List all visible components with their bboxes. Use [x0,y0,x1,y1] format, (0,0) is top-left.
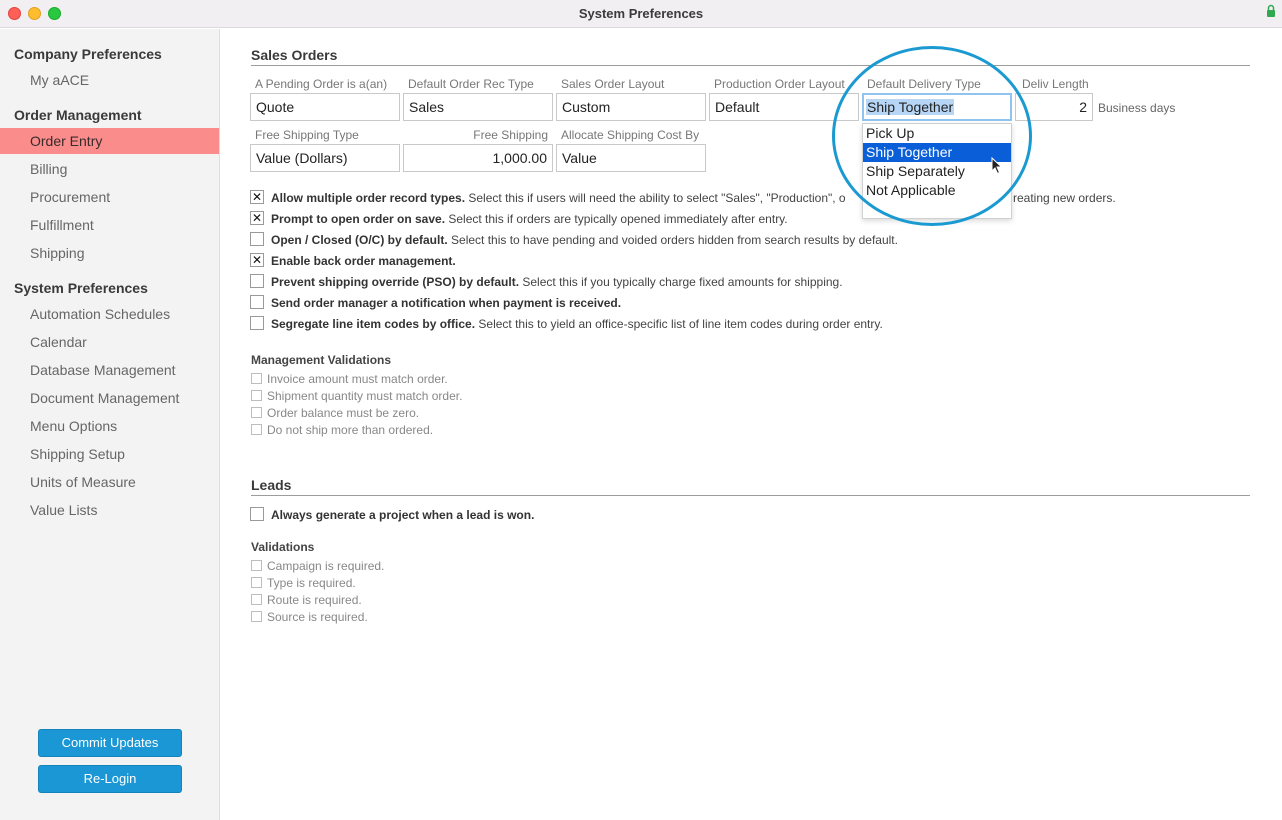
sidebar-item-shipping[interactable]: Shipping [30,245,85,261]
payment-notification-checkbox[interactable] [250,295,264,309]
open-closed-default-checkbox[interactable] [250,232,264,246]
prevent-shipping-override-checkbox[interactable] [250,274,264,288]
route-required-checkbox[interactable] [251,594,262,605]
invoice-match-checkbox[interactable] [251,373,262,384]
commit-updates-button[interactable]: Commit Updates [38,729,182,757]
allocate-shipping-field[interactable]: Value [556,144,706,172]
shipment-quantity-checkbox[interactable] [251,390,262,401]
no-overship-checkbox[interactable] [251,424,262,435]
default-delivery-type-field[interactable] [862,93,1012,121]
sidebar-item-procurement[interactable]: Procurement [30,189,111,205]
dropdown-option-pick-up[interactable]: Pick Up [866,125,915,141]
back-order-management-checkbox[interactable]: ✕ [251,253,263,267]
allocate-shipping-label: Allocate Shipping Cost By [561,128,700,142]
default-delivery-type-label: Default Delivery Type [867,77,981,91]
default-rec-type-field[interactable]: Sales [403,93,553,121]
mouse-cursor-icon [991,157,1003,175]
free-shipping-type-label: Free Shipping Type [255,128,359,142]
lock-icon[interactable] [1266,4,1276,18]
campaign-required-checkbox[interactable] [251,560,262,571]
section-title-leads: Leads [251,477,292,493]
generate-project-checkbox[interactable] [250,507,264,521]
deliv-length-unit: Business days [1098,101,1176,115]
relogin-button[interactable]: Re-Login [38,765,182,793]
production-order-layout-label: Production Order Layout [714,77,845,91]
segregate-line-item-codes-text: Segregate line item codes by office. Select this to yield an office-specific list of line item codes during order entry. [271,317,883,331]
section-title-sales-orders: Sales Orders [251,47,338,63]
sidebar-item-calendar[interactable]: Calendar [30,334,87,350]
allow-multiple-record-types-checkbox[interactable]: ✕ [251,190,263,204]
campaign-required-text: Campaign is required. [267,559,385,573]
prompt-open-order-text: Prompt to open order on save. Select this if orders are typically opened immediately after entry. [271,212,788,226]
management-validations-heading: Management Validations [251,353,392,367]
allow-multiple-record-types-text: Allow multiple order record types. Select this if users will need the ability to select "Sales", "Production", o [271,191,846,205]
production-order-layout-field[interactable]: Default [709,93,859,121]
back-order-management-text: Enable back order management. [271,254,456,268]
sidebar [0,29,220,820]
section-divider [251,495,1250,496]
open-closed-default-text: Open / Closed (O/C) by default. Select this to have pending and voided orders hidden from search results by default. [271,233,898,247]
prevent-shipping-override-text: Prevent shipping override (PSO) by default. Select this if you typically charge fixed amounts for shipping. [271,275,843,289]
order-balance-text: Order balance must be zero. [267,406,420,420]
sidebar-item-order-entry[interactable]: Order Entry [0,128,219,154]
sales-order-layout-field[interactable]: Custom [556,93,706,121]
pending-order-field[interactable]: Quote [250,93,400,121]
shipment-quantity-text: Shipment quantity must match order. [267,389,463,403]
type-required-text: Type is required. [267,576,356,590]
sidebar-item-shipping-setup[interactable]: Shipping Setup [30,446,125,462]
pending-order-label: A Pending Order is a(an) [255,77,388,91]
sidebar-item-menu-options[interactable]: Menu Options [30,418,118,434]
free-shipping-label: Free Shipping [473,128,548,142]
sidebar-heading-order-management: Order Management [14,107,142,123]
prompt-open-order-checkbox[interactable]: ✕ [251,211,263,225]
type-required-checkbox[interactable] [251,577,262,588]
sidebar-item-database-management[interactable]: Database Management [30,362,176,378]
sidebar-heading-system-preferences: System Preferences [14,280,148,296]
section-divider [251,65,1250,66]
deliv-length-field[interactable]: 2 [1015,93,1093,121]
source-required-text: Source is required. [267,610,368,624]
payment-notification-text: Send order manager a notification when payment is received. [271,296,622,310]
sidebar-item-document-management[interactable]: Document Management [30,390,180,406]
dropdown-option-ship-together[interactable]: Ship Together [863,143,1011,162]
route-required-text: Route is required. [267,593,362,607]
allow-multiple-record-types-text-tail: reating new orders. [1013,191,1116,205]
sidebar-item-fulfillment[interactable]: Fulfillment [30,217,94,233]
leads-validations-heading: Validations [251,540,315,554]
free-shipping-field[interactable]: 1,000.00 [403,144,553,172]
sidebar-item-my-aace[interactable]: My aACE [30,72,90,88]
generate-project-text: Always generate a project when a lead is won. [271,508,535,522]
sales-order-layout-label: Sales Order Layout [561,77,665,91]
source-required-checkbox[interactable] [251,611,262,622]
dropdown-option-not-applicable[interactable]: Not Applicable [866,182,956,198]
no-overship-text: Do not ship more than ordered. [267,423,434,437]
sidebar-item-units-of-measure[interactable]: Units of Measure [30,474,136,490]
order-balance-checkbox[interactable] [251,407,262,418]
sidebar-item-billing[interactable]: Billing [30,161,68,177]
invoice-match-text: Invoice amount must match order. [267,372,448,386]
sidebar-item-automation-schedules[interactable]: Automation Schedules [30,306,171,322]
delivery-type-dropdown[interactable] [862,123,1012,219]
sidebar-heading-company-preferences: Company Preferences [14,46,162,62]
free-shipping-type-field[interactable]: Value (Dollars) [250,144,400,172]
default-rec-type-label: Default Order Rec Type [408,77,534,91]
segregate-line-item-codes-checkbox[interactable] [250,316,264,330]
window-title: System Preferences [578,6,704,21]
deliv-length-label: Deliv Length [1022,77,1089,91]
default-delivery-type-value: Ship Together [867,99,954,115]
dropdown-option-ship-separately[interactable]: Ship Separately [866,163,965,179]
title-bar [0,0,1282,28]
sidebar-item-value-lists[interactable]: Value Lists [30,502,98,518]
